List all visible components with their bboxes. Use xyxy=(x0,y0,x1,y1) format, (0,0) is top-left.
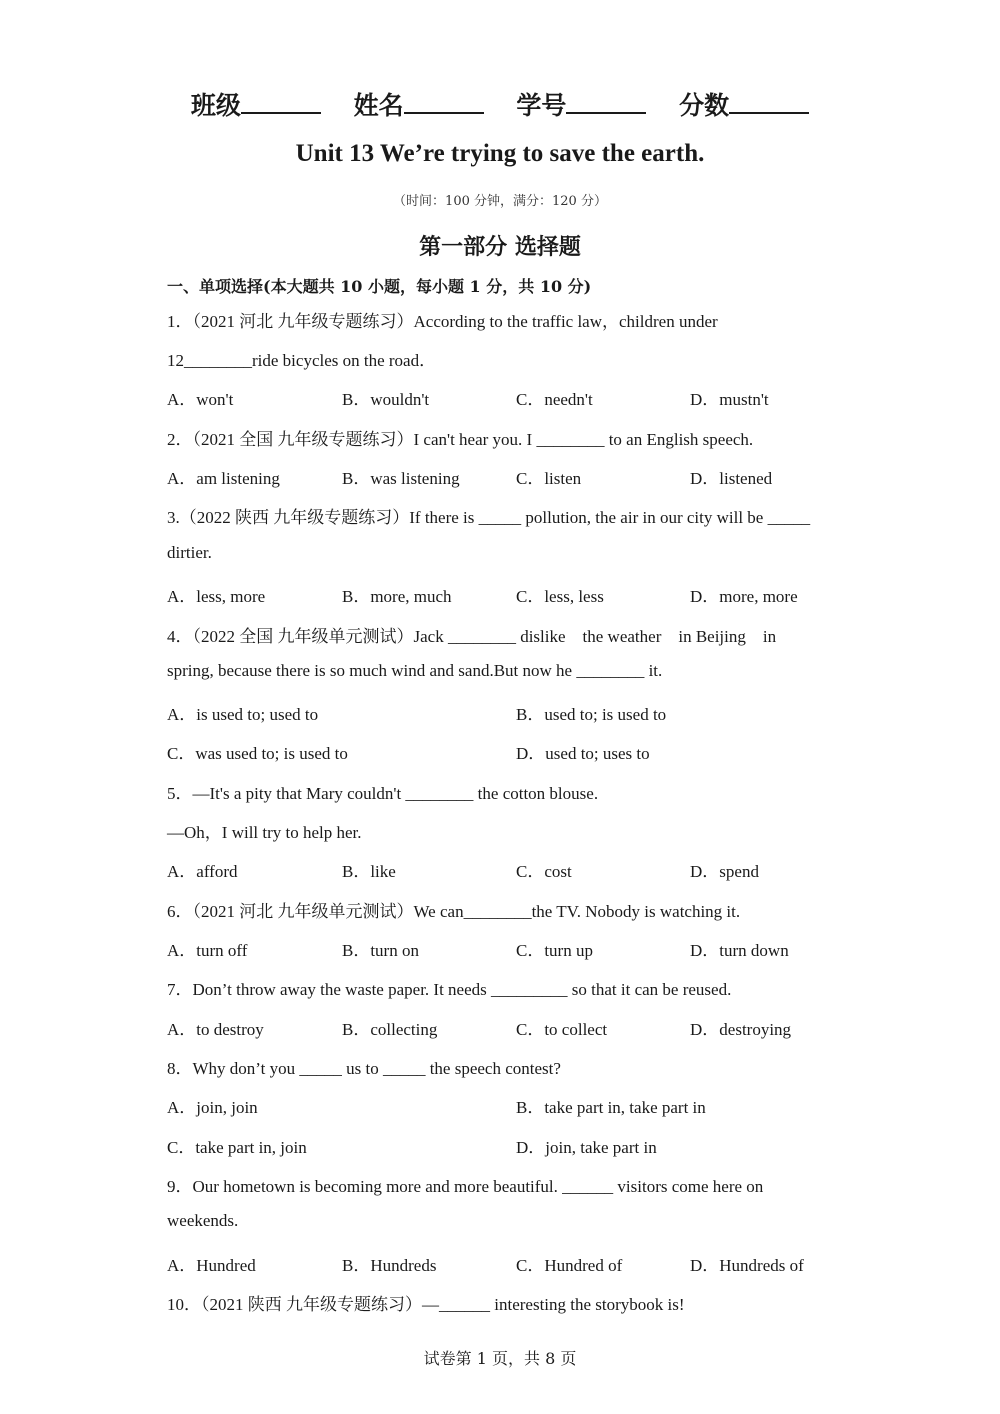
question-8-options-row2 xyxy=(167,1133,847,1157)
question-7-options xyxy=(167,1015,847,1039)
question-1-text: 1．（2021 河北 九年级专题练习）According to the traffic law，children under xyxy=(167,312,718,331)
question-1-options xyxy=(167,385,847,409)
option-c[interactable]: C．take part in, join xyxy=(167,1138,307,1157)
question-7-text: 7．Don’t throw away the waste paper. It needs _________ so that it can be reused. xyxy=(167,980,732,999)
question-9-text: 9．Our hometown is becoming more and more beautiful. ______ visitors come here on xyxy=(167,1177,764,1196)
part-heading: 一、单项选择(本大题共 10 小题，每小题 1 分，共 10 分) xyxy=(167,277,592,296)
option-c[interactable]: C．turn up xyxy=(516,941,593,960)
section-title: 第一部分 选择题 xyxy=(419,234,581,260)
option-d[interactable]: D．listened xyxy=(690,469,773,488)
question-3-text-cont: dirtier. xyxy=(167,543,212,562)
option-b[interactable]: B．was listening xyxy=(342,469,460,488)
question-6-options xyxy=(167,936,847,960)
option-b[interactable]: B．take part in, take part in xyxy=(516,1098,706,1117)
question-9-text-cont: weekends. xyxy=(167,1211,239,1230)
option-a[interactable]: A．am listening xyxy=(167,469,280,488)
page-title: Unit 13 We’re trying to save the earth. xyxy=(295,140,705,167)
option-d[interactable]: D．more, more xyxy=(690,587,798,606)
option-c[interactable]: C．less, less xyxy=(516,587,604,606)
question-4-options-row1 xyxy=(167,700,847,724)
student-info-header xyxy=(0,86,1000,122)
option-c[interactable]: C．Hundred of xyxy=(516,1256,623,1275)
option-c[interactable]: C．needn't xyxy=(516,390,593,409)
option-c[interactable]: C．was used to; is used to xyxy=(167,744,348,763)
option-a[interactable]: A．is used to; used to xyxy=(167,705,319,724)
option-d[interactable]: D．join, take part in xyxy=(516,1138,657,1157)
option-b[interactable]: B．like xyxy=(342,862,396,881)
option-b[interactable]: B．Hundreds xyxy=(342,1256,437,1275)
option-b[interactable]: B．used to; is used to xyxy=(516,705,667,724)
question-5-text: 5．—It's a pity that Mary couldn't ________ the cotton blouse. xyxy=(167,784,599,803)
option-a[interactable]: A．afford xyxy=(167,862,238,881)
option-d[interactable]: D．Hundreds of xyxy=(690,1256,804,1275)
question-3-text: 3.（2022 陕西 九年级专题练习）If there is _____ pollution, the air in our city will be _____ xyxy=(167,508,811,527)
page-footer: 试卷第 1 页，共 8 页 xyxy=(423,1349,577,1368)
option-d[interactable]: D．destroying xyxy=(690,1020,792,1039)
question-6-text: 6．（2021 河北 九年级单元测试）We can________the TV. Nobody is watching it. xyxy=(167,902,741,921)
option-a[interactable]: A．to destroy xyxy=(167,1020,264,1039)
question-8-options-row1 xyxy=(167,1093,847,1117)
option-a[interactable]: A．turn off xyxy=(167,941,248,960)
question-4-text-cont: spring, because there is so much wind and sand.But now he ________ it. xyxy=(167,661,663,680)
student-id-field[interactable]: 学号 xyxy=(516,86,646,122)
question-2-text: 2．（2021 全国 九年级专题练习）I can't hear you. I ________ to an English speech. xyxy=(167,430,754,449)
question-1-text-cont: 12________ride bicycles on the road． xyxy=(167,351,437,370)
option-a[interactable]: A．less, more xyxy=(167,587,266,606)
option-a[interactable]: A．won't xyxy=(167,390,234,409)
option-b[interactable]: B．wouldn't xyxy=(342,390,430,409)
option-a[interactable]: A．Hundred xyxy=(167,1256,256,1275)
option-c[interactable]: C．to collect xyxy=(516,1020,608,1039)
question-5-options xyxy=(167,857,847,881)
option-b[interactable]: B．collecting xyxy=(342,1020,438,1039)
option-c[interactable]: C．listen xyxy=(516,469,582,488)
option-d[interactable]: D．turn down xyxy=(690,941,789,960)
question-4-text: 4．（2022 全国 九年级单元测试）Jack ________ dislike the weather in Beijing in xyxy=(167,627,777,646)
option-d[interactable]: D．spend xyxy=(690,862,759,881)
option-b[interactable]: B．turn on xyxy=(342,941,419,960)
option-d[interactable]: D．used to; uses to xyxy=(516,744,650,763)
option-a[interactable]: A．join, join xyxy=(167,1098,258,1117)
score-field[interactable]: 分数 xyxy=(679,86,809,122)
class-field[interactable]: 班级 xyxy=(191,86,321,122)
question-5-text-cont: —Oh，I will try to help her. xyxy=(167,823,362,842)
question-9-options xyxy=(167,1251,847,1275)
option-c[interactable]: C．cost xyxy=(516,862,572,881)
question-8-text: 8．Why don’t you _____ us to _____ the speech contest? xyxy=(167,1059,561,1078)
question-4-options-row2 xyxy=(167,739,847,763)
name-field[interactable]: 姓名 xyxy=(354,86,484,122)
question-3-options xyxy=(167,582,847,606)
question-10-text: 10．（2021 陕西 九年级专题练习）—______ interesting the storybook is! xyxy=(167,1295,685,1314)
option-b[interactable]: B．more, much xyxy=(342,587,452,606)
option-d[interactable]: D．mustn't xyxy=(690,390,769,409)
question-2-options xyxy=(167,464,847,488)
exam-time-info: （时间：100 分钟，满分：120 分） xyxy=(393,194,607,209)
